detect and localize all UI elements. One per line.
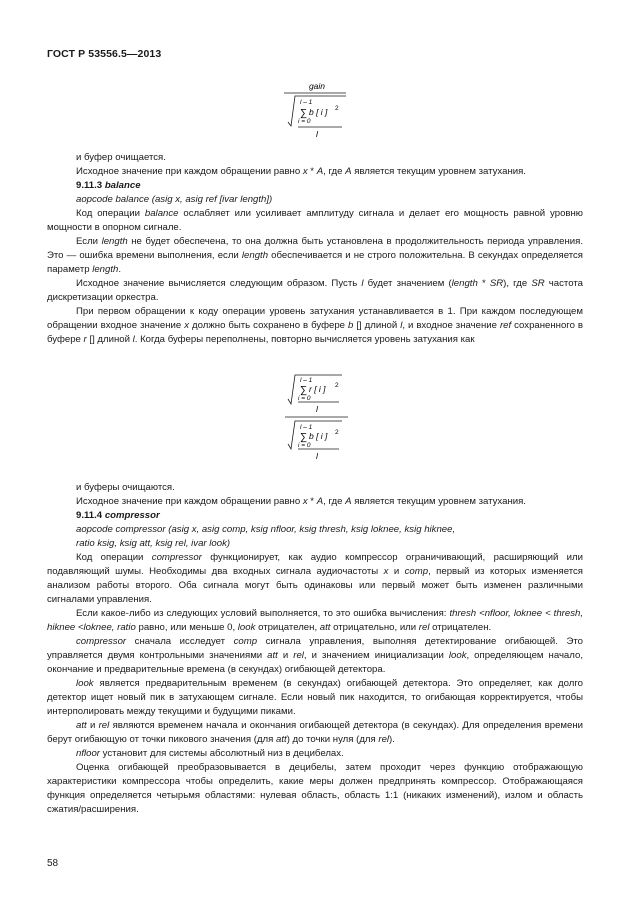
page-number: 58 <box>47 858 59 869</box>
paragraph: и буферы очищаются. <box>76 482 175 493</box>
svg-text:l – 1: l – 1 <box>300 99 313 106</box>
svg-text:i = 0: i = 0 <box>298 442 311 449</box>
paragraph: att и rel являются временем начала и окончания огибающей детектора (в секундах). Для определения времени берут огибающую от точки пикового значения (для att) до точки нуля (для rel). <box>47 720 583 745</box>
svg-text:b [ i ]: b [ i ] <box>309 431 328 441</box>
paragraph: Если length не будет обеспечена, то она должна быть установлена в продолжительность периода управления. Это — ошибка времени выполнения, если length обеспечивается и не строго положительна. В секундах определяется параметр length. <box>47 236 583 275</box>
svg-text:l: l <box>316 129 318 139</box>
svg-text:∑: ∑ <box>300 108 308 119</box>
paragraph: compressor сначала исследует comp сигнала управления, выполняя детектирование огибающей. Это управляется двумя контрольными значениями att и rel, и значением инициализации look, определяющем начало, окончание и предварительные времена (в секундах) огибающей детектора. <box>47 636 584 675</box>
syntax-balance: aopcode balance (asig x, asig ref [ivar length]) <box>76 194 273 205</box>
section-heading-compressor: 9.11.4 compressor <box>76 510 160 521</box>
syntax-compressor-line1: aopcode compressor (asig x, asig comp, ksig nfloor, ksig thresh, ksig loknee, ksig hiknee, <box>76 524 456 535</box>
svg-text:l: l <box>316 451 318 461</box>
paragraph: Оценка огибающей преобразовывается в децибелы, затем проходит через функцию отображающую характеристики компрессора чтобы определить, какие меры должен предпринять компрессор. Отображающаяся функция определяется четырьмя областями: нулевая область, область 1:1 (никаких изменений), излом и область сжатия/расширения. <box>47 762 583 815</box>
paragraph: Исходное значение при каждом обращении равно x * A, где A является текущим уровнем затухания. <box>76 166 526 177</box>
text-block-1 <box>47 151 583 347</box>
svg-text:i = 0: i = 0 <box>298 395 311 402</box>
document-header: ГОСТ Р 53556.5—2013 <box>47 48 162 60</box>
svg-text:l – 1: l – 1 <box>300 377 313 384</box>
svg-text:l – 1: l – 1 <box>300 424 313 431</box>
text-block-2 <box>47 481 583 817</box>
formula-numerator: gain <box>308 81 326 91</box>
svg-text:∑: ∑ <box>300 432 308 443</box>
svg-text:i = 0: i = 0 <box>298 118 311 125</box>
formula-balance-ratio <box>284 371 352 467</box>
paragraph: При первом обращении к коду операции уровень затухания устанавливается в 1. При каждом последующем обращении входное значение x должно быть сохранено в буфере b [] длиной l, и входное значение ref сохраненного в буфере r [] длиной l. Когда буферы переполнены, повторно вычисляется уровень затухания как <box>47 306 584 345</box>
paragraph: Если какое-либо из следующих условий выполняется, то это ошибка вычисления: thresh <nfloor, loknee < thresh, hiknee <loknee, ratio равно, или меньше 0, look отрицателен, att отрицательно, или rel отрицателен. <box>47 608 584 633</box>
formula-gain <box>280 78 350 142</box>
paragraph: Исходное значение при каждом обращении равно x * A, где A является текущим уровнем затухания. <box>76 496 526 507</box>
paragraph: look является предварительным временем (в секундах) огибающей детектора. Это определяет, как долго детектор ищет новый пик в затухающем сигнале. Если новый пик находится, то огибающая корректируется, чтобы интерполировать между текущими и будущими пиками. <box>47 678 583 717</box>
paragraph: Код операции balance ослабляет или усиливает амплитуду сигнала и делает его мощность равной уровню мощности в опорном сигнале. <box>47 208 583 233</box>
section-heading-balance: 9.11.3 balance <box>76 180 141 191</box>
paragraph: и буфер очищается. <box>76 152 166 163</box>
syntax-compressor-line2: ratio ksig, ksig att, ksig rel, ivar look) <box>76 538 231 549</box>
paragraph: Код операции compressor функционирует, как аудио компрессор ограничивающий, расширяющий или подавляющий шумы. Необходимы два входных сигнала аудиочастоты x и comp, первый из которых изменяется анализом работы второго. Оба сигнала могут быть одинаковы или первый может быть изменен различными сигналами управления. <box>47 552 583 605</box>
svg-text:l: l <box>316 404 318 414</box>
svg-text:r [ i ]: r [ i ] <box>309 384 326 394</box>
svg-text:2: 2 <box>335 429 339 436</box>
svg-text:∑: ∑ <box>300 385 308 396</box>
svg-text:2: 2 <box>335 105 339 112</box>
svg-text:2: 2 <box>335 382 339 389</box>
paragraph: Исходное значение вычисляется следующим образом. Пусть l будет значением (length * SR), где SR частота дискретизации оркестра. <box>47 278 583 303</box>
svg-text:b [ i ]: b [ i ] <box>309 107 328 117</box>
paragraph: nfloor установит для системы абсолютный низ в децибелах. <box>76 748 344 759</box>
